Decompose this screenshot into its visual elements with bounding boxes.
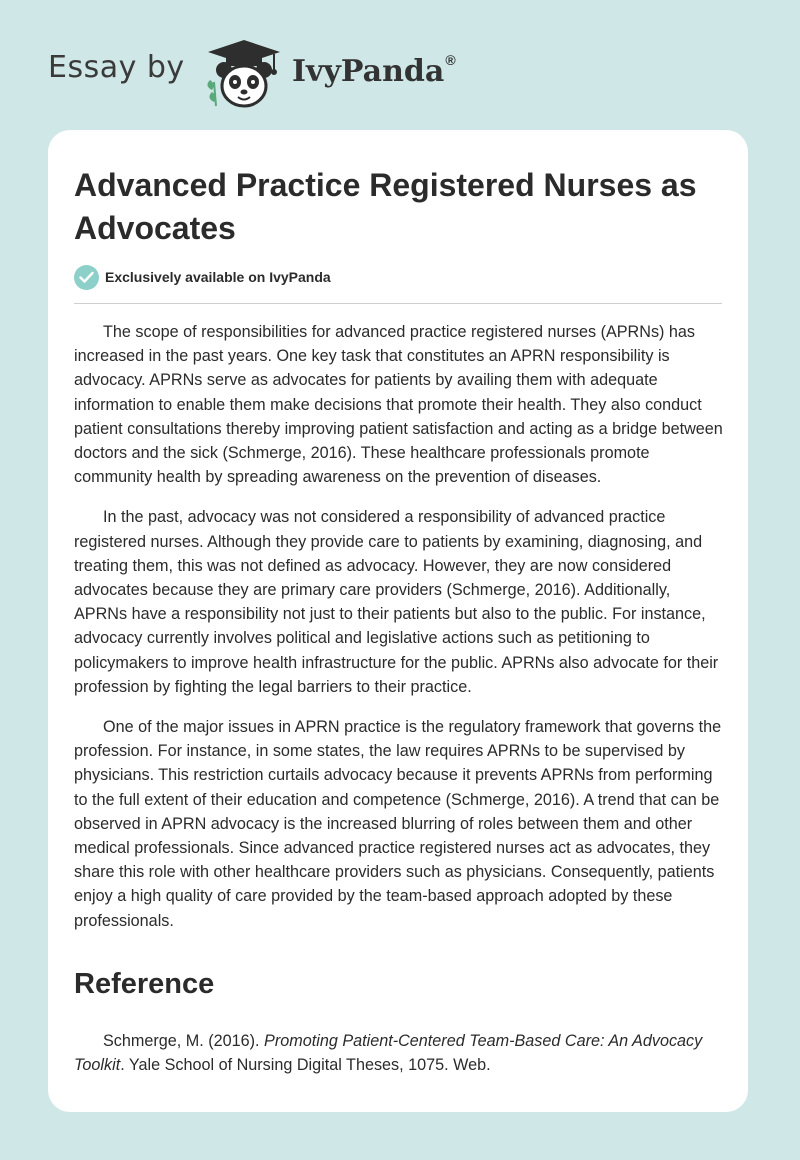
check-circle-icon xyxy=(74,265,99,290)
brand-name[interactable] xyxy=(292,54,456,89)
panda-graduate-logo-icon[interactable] xyxy=(200,36,290,110)
paragraph: The scope of responsibilities for advanced practice registered nurses (APRNs) has increased in the past years. One key task that constitutes an APRN responsibility is advocacy. APRNs serve as advocates for patients by availing them with adequate information to enable them make decisions that promote their health. They also conduct patient consultations thereby improving patient satisfaction and acting as a bridge between doctors and the sick (Schmerge, 2016). These healthcare professionals promote community health by spreading awareness on the prevention of diseases. xyxy=(74,323,723,487)
reference-publisher: . Yale School of Nursing Digital Theses, 1075. Web. xyxy=(120,1056,491,1075)
page-title: Advanced Practice Registered Nurses as Advocates xyxy=(74,167,697,246)
paragraph: One of the major issues in APRN practice is the regulatory framework that governs the profession. For instance, in some states, the law requires APRNs to be supervised by physicians. This restriction curtails advocacy because it prevents APRNs from performing to the full extent of their education and competence (Schmerge, 2016). A trend that can be observed in APRN advocacy is the increased blurring of roles between them and other medical professionals. Since advanced practice registered nurses act as advocates, they share this role with other healthcare providers such as physicians. Consequently, patients enjoy a high quality of care provided by the team-based approach adopted by these professionals. xyxy=(74,718,722,930)
registered-mark: ® xyxy=(445,52,456,68)
panda-eye-right xyxy=(251,80,255,84)
paragraph: In the past, advocacy was not considered a responsibility of advanced practice registered nurses. Although they provide care to patients by examining, diagnosing, and treating them, this was not defined as advocacy. However, they are now considered advocates because they are primary care providers (Schmerge, 2016). Additionally, APRNs have a responsibility not just to their patients but also to the public. For instance, advocacy currently involves political and legislative actions such as petitioning to policymakers to improve health infrastructure for the public. APRNs also advocate for their profession by fighting the legal barriers to their practice. xyxy=(74,508,719,696)
cap-band xyxy=(226,54,262,66)
exclusive-badge xyxy=(74,264,331,290)
divider xyxy=(74,303,722,304)
panda-eye-left xyxy=(233,80,237,84)
reference-heading: Reference xyxy=(74,968,215,1000)
reference-work-title: Promoting Patient-Centered Team-Based Care: An Advocacy Toolkit xyxy=(74,1032,703,1075)
exclusive-badge-text: Exclusively available on IvyPanda xyxy=(105,269,331,285)
leaf-top xyxy=(207,80,213,90)
essay-card xyxy=(48,130,748,1112)
essay-body xyxy=(74,320,726,949)
site-header xyxy=(0,0,800,120)
brand-text: IvyPanda xyxy=(292,54,445,89)
leaf-stem xyxy=(214,82,216,106)
essay-by-label: Essay by xyxy=(48,50,185,85)
reference-entry xyxy=(74,1029,730,1077)
panda-nose xyxy=(241,90,248,95)
reference-authors: Schmerge, M. (2016). xyxy=(103,1032,265,1050)
